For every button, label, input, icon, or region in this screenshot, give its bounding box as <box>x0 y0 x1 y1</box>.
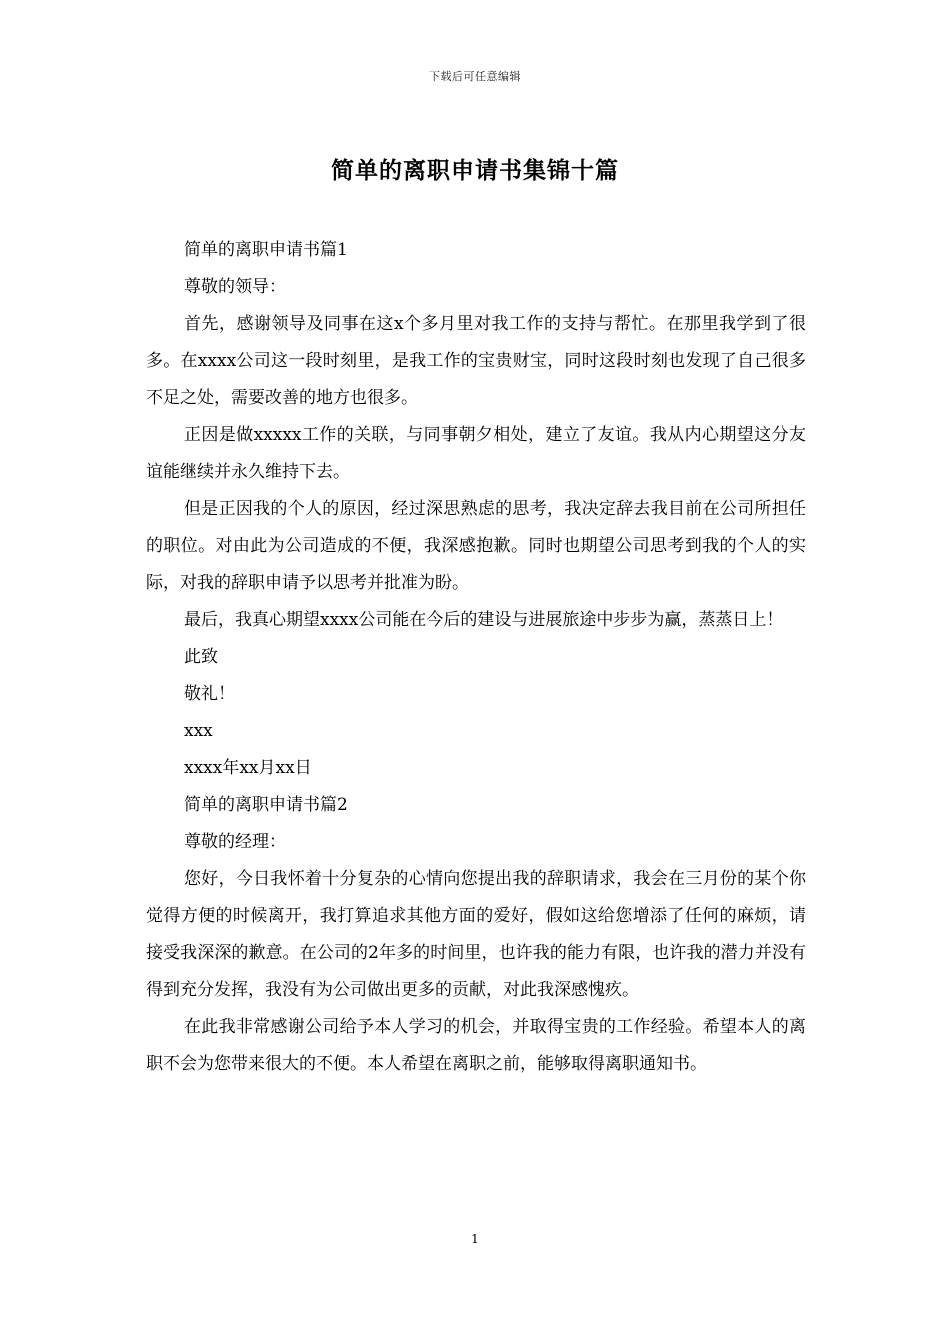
document-body <box>146 232 806 1083</box>
closing-regards: 敬礼！ <box>184 684 235 704</box>
paragraph: 但是正因我的个人的原因，经过深思熟虑的思考，我决定辞去我目前在公司所担任的职位。对由此为公司造成的不便，我深感抱歉。同时也期望公司思考到我的个人的实际，对我的辞职申请予以思考并批准为盼。 <box>146 499 806 593</box>
signature-name: xxx <box>184 721 213 741</box>
paragraph: 首先，感谢领导及同事在这x个多月里对我工作的支持与帮忙。在那里我学到了很多。在xxxx公司这一段时刻里，是我工作的宝贵财宝，同时这段时刻也发现了自己很多不足之处，需要改善的地方也很多。 <box>146 314 806 408</box>
section-heading-1: 简单的离职申请书篇1 <box>184 240 348 260</box>
page-header: 下载后可任意编辑 <box>429 70 521 83</box>
page-number: 1 <box>471 1232 479 1246</box>
paragraph: 最后，我真心期望xxxx公司能在今后的建设与进展旅途中步步为赢，蒸蒸日上！ <box>184 610 784 630</box>
salutation-2: 尊敬的经理： <box>184 832 286 852</box>
paragraph: 您好，今日我怀着十分复杂的心情向您提出我的辞职请求，我会在三月份的某个你觉得方便的时候离开，我打算追求其他方面的爱好，假如这给您增添了任何的麻烦，请接受我深深的歉意。在公司的2年多的时间里，也许我的能力有限，也许我的潜力并没有得到充分发挥，我没有为公司做出更多的贡献，对此我深感愧疚。 <box>146 869 806 1000</box>
paragraph: 在此我非常感谢公司给予本人学习的机会，并取得宝贵的工作经验。希望本人的离职不会为您带来很大的不便。本人希望在离职之前，能够取得离职通知书。 <box>146 1017 806 1074</box>
paragraph: 正因是做xxxxx工作的关联，与同事朝夕相处，建立了友谊。我从内心期望这分友谊能继续并永久维持下去。 <box>146 425 806 482</box>
section-heading-2: 简单的离职申请书篇2 <box>184 795 348 815</box>
document-title: 简单的离职申请书集锦十篇 <box>331 157 619 184</box>
salutation-1: 尊敬的领导： <box>184 277 286 297</box>
closing-line: 此致 <box>184 647 218 667</box>
signature-date: xxxx年xx月xx日 <box>184 758 312 778</box>
